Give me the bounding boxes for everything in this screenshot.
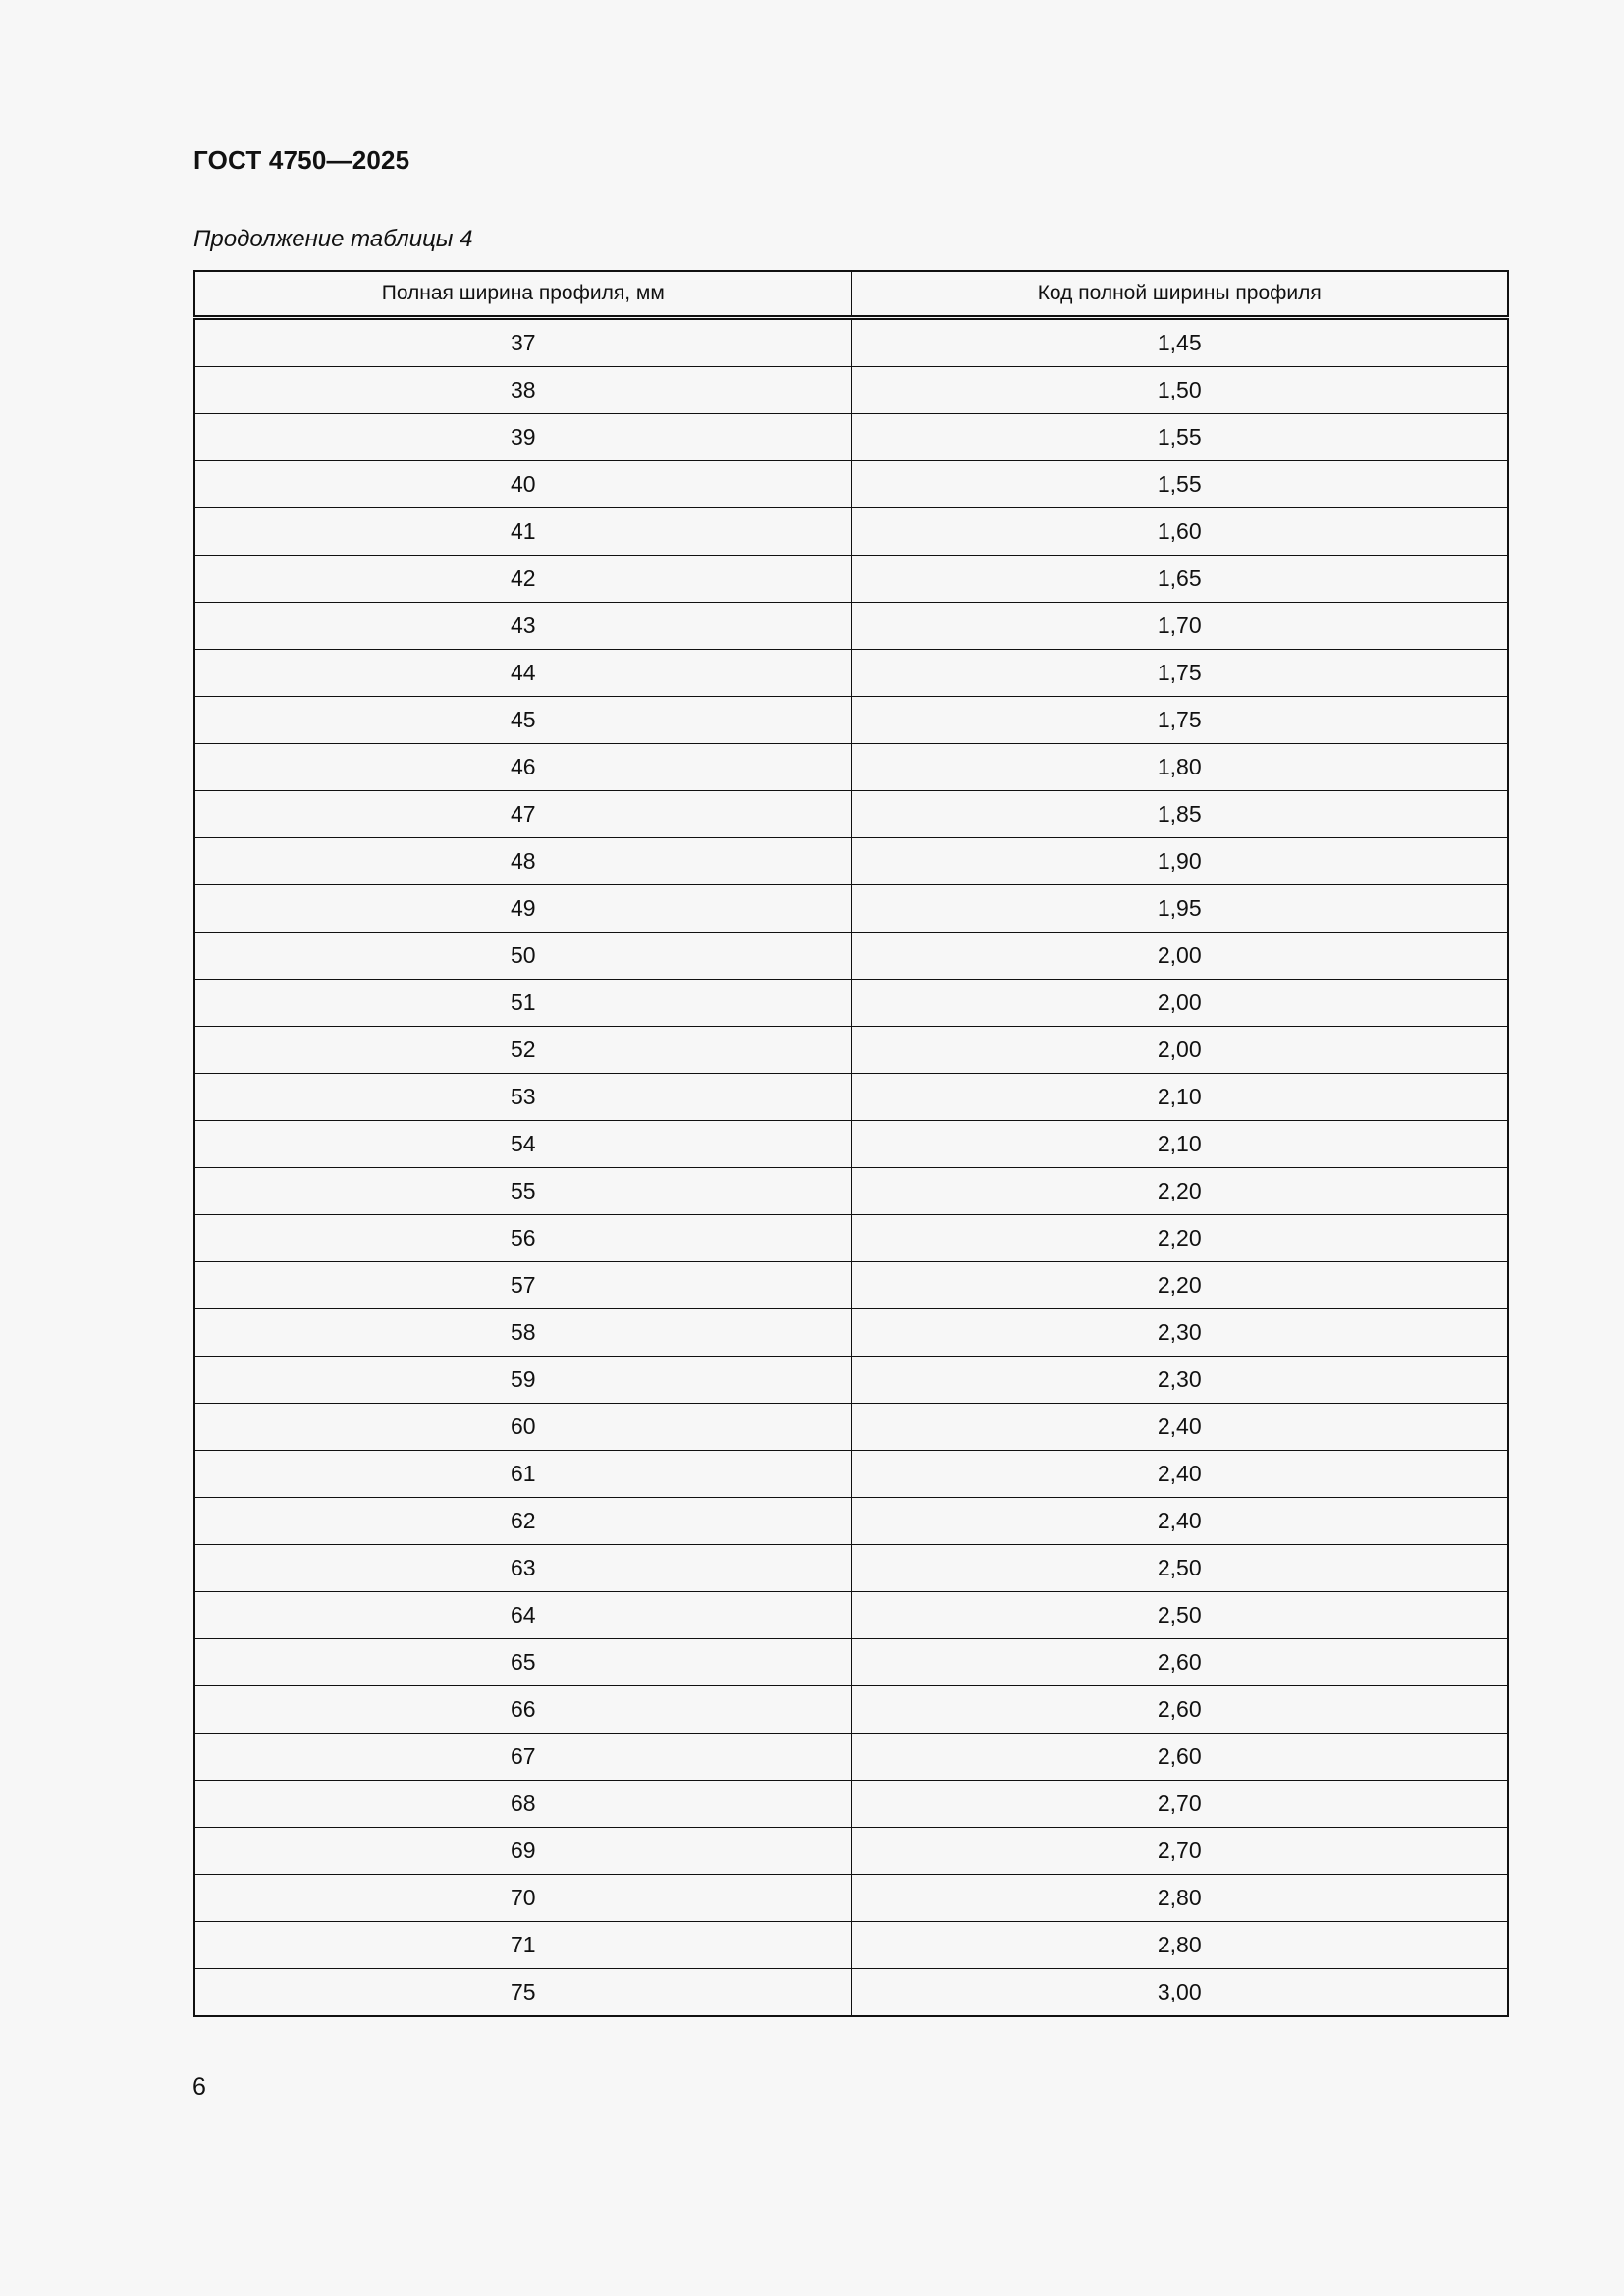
cell-width-code: 1,60 [851,508,1508,556]
cell-profile-width: 61 [194,1451,851,1498]
cell-profile-width: 53 [194,1074,851,1121]
cell-profile-width: 49 [194,885,851,933]
table-header [194,271,1508,318]
cell-profile-width: 37 [194,318,851,367]
table-row [194,1121,1508,1168]
cell-profile-width: 47 [194,791,851,838]
table-row [194,791,1508,838]
table-row [194,367,1508,414]
table-body [194,318,1508,2017]
cell-width-code: 2,30 [851,1357,1508,1404]
cell-width-code: 2,20 [851,1168,1508,1215]
column-header-code: Код полной ширины профиля [851,271,1508,318]
cell-profile-width: 38 [194,367,851,414]
table-row [194,508,1508,556]
cell-profile-width: 63 [194,1545,851,1592]
cell-profile-width: 56 [194,1215,851,1262]
table-row [194,1357,1508,1404]
cell-profile-width: 42 [194,556,851,603]
cell-width-code: 2,30 [851,1309,1508,1357]
cell-profile-width: 67 [194,1734,851,1781]
cell-profile-width: 60 [194,1404,851,1451]
table-row [194,838,1508,885]
cell-profile-width: 62 [194,1498,851,1545]
cell-width-code: 1,45 [851,318,1508,367]
table-row [194,933,1508,980]
table-row [194,1592,1508,1639]
cell-width-code: 1,80 [851,744,1508,791]
cell-profile-width: 69 [194,1828,851,1875]
cell-profile-width: 75 [194,1969,851,2017]
cell-width-code: 1,90 [851,838,1508,885]
table-row [194,744,1508,791]
cell-width-code: 2,20 [851,1215,1508,1262]
cell-profile-width: 58 [194,1309,851,1357]
cell-profile-width: 55 [194,1168,851,1215]
table-row [194,1309,1508,1357]
cell-width-code: 2,00 [851,980,1508,1027]
cell-profile-width: 48 [194,838,851,885]
table-row [194,1262,1508,1309]
table-row [194,556,1508,603]
cell-width-code: 2,50 [851,1545,1508,1592]
column-header-width: Полная ширина профиля, мм [194,271,851,318]
cell-width-code: 2,70 [851,1781,1508,1828]
table-row [194,697,1508,744]
cell-width-code: 2,60 [851,1686,1508,1734]
cell-profile-width: 51 [194,980,851,1027]
table-row [194,1922,1508,1969]
cell-width-code: 1,55 [851,414,1508,461]
table-caption: Продолжение таблицы 4 [193,226,473,252]
cell-width-code: 2,80 [851,1875,1508,1922]
cell-width-code: 1,75 [851,650,1508,697]
table-row [194,1404,1508,1451]
cell-profile-width: 46 [194,744,851,791]
table-row [194,1686,1508,1734]
table-row [194,980,1508,1027]
cell-profile-width: 45 [194,697,851,744]
cell-width-code: 2,00 [851,933,1508,980]
cell-profile-width: 44 [194,650,851,697]
cell-profile-width: 57 [194,1262,851,1309]
cell-width-code: 2,60 [851,1734,1508,1781]
table-row [194,1451,1508,1498]
cell-profile-width: 68 [194,1781,851,1828]
cell-profile-width: 54 [194,1121,851,1168]
cell-profile-width: 50 [194,933,851,980]
cell-profile-width: 39 [194,414,851,461]
cell-width-code: 2,40 [851,1498,1508,1545]
table-row [194,1027,1508,1074]
cell-profile-width: 41 [194,508,851,556]
table-row [194,603,1508,650]
table-row [194,461,1508,508]
table-row [194,1168,1508,1215]
cell-width-code: 1,85 [851,791,1508,838]
cell-profile-width: 59 [194,1357,851,1404]
document-code: ГОСТ 4750—2025 [193,145,410,175]
table-row [194,1734,1508,1781]
cell-width-code: 2,60 [851,1639,1508,1686]
cell-width-code: 1,70 [851,603,1508,650]
table-row [194,1639,1508,1686]
table-row [194,650,1508,697]
cell-width-code: 1,55 [851,461,1508,508]
table-row [194,1875,1508,1922]
cell-profile-width: 66 [194,1686,851,1734]
cell-width-code: 1,95 [851,885,1508,933]
table-header-row [194,271,1508,318]
page-number: 6 [192,2073,206,2101]
cell-width-code: 2,40 [851,1451,1508,1498]
cell-profile-width: 52 [194,1027,851,1074]
cell-width-code: 2,40 [851,1404,1508,1451]
cell-width-code: 1,65 [851,556,1508,603]
cell-width-code: 2,80 [851,1922,1508,1969]
table-row [194,318,1508,367]
cell-profile-width: 43 [194,603,851,650]
cell-width-code: 3,00 [851,1969,1508,2017]
cell-width-code: 2,20 [851,1262,1508,1309]
table-row [194,1215,1508,1262]
cell-width-code: 2,00 [851,1027,1508,1074]
cell-profile-width: 65 [194,1639,851,1686]
table-row [194,1545,1508,1592]
cell-profile-width: 70 [194,1875,851,1922]
profile-width-table [193,270,1509,2017]
table-row [194,414,1508,461]
cell-profile-width: 71 [194,1922,851,1969]
table-row [194,1828,1508,1875]
cell-width-code: 2,70 [851,1828,1508,1875]
table-row [194,1969,1508,2017]
cell-width-code: 2,10 [851,1121,1508,1168]
table-row [194,1074,1508,1121]
cell-width-code: 2,10 [851,1074,1508,1121]
cell-width-code: 1,75 [851,697,1508,744]
table-row [194,1498,1508,1545]
cell-width-code: 2,50 [851,1592,1508,1639]
cell-width-code: 1,50 [851,367,1508,414]
cell-profile-width: 64 [194,1592,851,1639]
table-row [194,1781,1508,1828]
table-row [194,885,1508,933]
cell-profile-width: 40 [194,461,851,508]
